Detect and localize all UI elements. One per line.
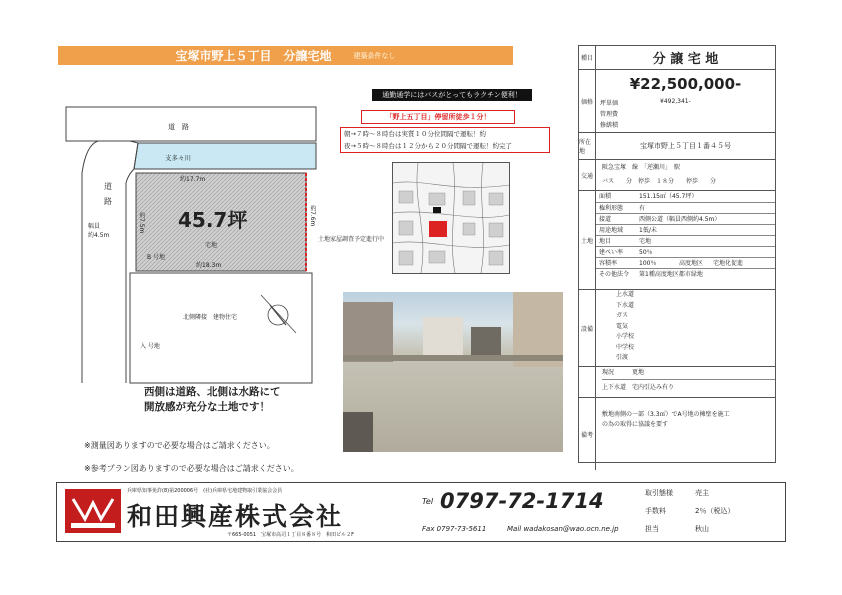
equip-water: 上水道 [616,291,635,298]
traffic-line-2: バス 分 停歩 １８分 停歩 分 [602,178,717,185]
note-survey: ※測量図ありますので必要な場合はご請求ください。 [84,441,275,450]
callout-line-2: 開放感が充分な土地です！ [144,401,270,413]
land-cat-label: 地目 [599,238,612,245]
rights-value: 有 [639,205,646,212]
other-reg-value: 第1種高度地区都市緑地 [639,271,703,278]
deal-value: 売主 [695,489,709,497]
waterway-label: 支多々川 [165,154,191,162]
tsubo-price-value: ¥492,341- [660,98,691,105]
tel-prefix: Tel [422,497,434,506]
dim-top: 約17.7m [180,176,206,183]
rights-label: 権利形態 [599,205,624,212]
traffic-line-1: 阪急宝塚 線 「逆瀬川」 駅 [602,164,681,171]
fax: Fax 0797-73-5611 [422,525,487,533]
callout [144,385,334,415]
schedule-line-2: 夜→５時～８時台は１２分から２０分間隔で運転！約完了 [344,142,512,150]
notice-schedule [340,127,550,153]
title-note: 建築条件なし [353,51,396,60]
remarks-line-1: 敷地南側の一部（3.3㎡）でA号地の擁壁を施工 [602,411,730,418]
traffic-label: 交通 [579,160,596,190]
status-label: 現況 [602,369,615,376]
remarks-line-2: の為の取得に協議を要す [602,421,669,428]
road-value: 西側公道（幅員西側約4.5m） [639,216,721,223]
area-value: 151.15㎡（45.7坪） [639,193,698,200]
other-reg-label: その他法令 [599,271,630,278]
road-label: 接道 [599,216,612,223]
equip-other: 引渡 [616,354,629,361]
cov-value: 50％ [639,249,653,256]
south-label: B 号地 [147,254,166,261]
zoning-value: 1低/未 [639,227,657,234]
equip-gas: ガス [616,312,629,319]
lot-label: 宅地 [205,242,218,249]
price-label: 価格 [579,70,596,132]
south-lot [130,273,312,383]
staff-label: 担当 [645,525,659,533]
map-graphic [393,163,509,273]
zoning-label: 用途地域 [599,227,624,234]
dim-bottom: 約18.3m [196,262,222,269]
area-map [392,162,510,274]
company-logo [65,489,121,533]
tel-number: 0797-72-1714 [440,489,604,513]
west-road-label-2: 路 [104,197,112,206]
remarks-label: 備考 [579,398,596,470]
area-tsubo: 45.7坪 [178,208,248,232]
fee-label: 手数料 [645,507,666,515]
north-road-label: 道 路 [168,123,189,131]
page-title: 宝塚市野上５丁目 分譲宅地 [175,49,332,63]
land-cat-value: 宅地 [639,238,652,245]
south-neighbor: 北側隣接 建物住宅 [183,314,238,321]
note-plan: ※参考プラン図ありますので必要な場合はご請求ください。 [84,464,299,473]
notice-stop: 「野上五丁目」停留所徒歩１分！ [361,110,515,124]
fee-value: 2％（税込） [695,507,735,515]
equip-elec: 電気 [616,322,629,330]
category-value: 分 譲 宅 地 [652,52,719,67]
equip-sewer: 下水道 [616,301,635,309]
other-label: 修繕積 [600,122,619,129]
tsubo-price-label: 坪単価 [600,100,619,107]
equip-jhs: 中学校 [616,343,635,351]
company-name: 和田興産株式会社 [127,502,344,531]
schedule-line-1: 朝→７時～８時台は実質１０分位間隔で運転！約 [344,130,486,138]
admin-label: 管理費 [600,111,619,118]
footer [56,482,786,542]
west-road-label-1: 道 [104,182,112,191]
photo-graphic [343,292,563,452]
deal-label: 取引態様 [645,489,673,497]
site-photo [343,292,563,452]
fence-label: 土地家屋調査予定進行中 [318,236,385,243]
equipment-label: 設備 [579,290,596,366]
category-label: 種目 [579,46,596,69]
info-table [578,45,776,463]
site-plan [56,105,331,385]
location-value: 宝塚市野上５丁目１番４５号 [640,142,731,150]
north-road [66,107,316,141]
dim-left: 約7.5m [138,212,145,234]
location-label: 所在地 [579,133,596,159]
land-label: 土地 [579,191,596,289]
entrance-label: 入 号地 [140,343,160,350]
waterway [134,143,316,169]
notice-bus: 通勤通学にはバスがとってもラクチン便利！ [372,89,532,101]
far-label: 容積率 [599,260,618,267]
far-value: 100％ [639,260,657,267]
callout-line-1: 西側は道路、北側は水路にて [144,386,281,398]
title-bar [58,46,513,65]
road-width-label: 幅員 約4.5m [88,223,110,239]
address: 〒665-0051 宝塚市高司１丁目８番８号 和田ビル２F [227,532,354,538]
dim-right: 約7.6m [309,205,316,227]
license: 兵庫県知事免許(8)第200006号 (社)兵庫県宅地建物取引業協会会員 [127,488,283,494]
height-label: 高度地区 [679,260,704,267]
area-label: 面積 [599,193,612,200]
equipment-note: 上下水道 宅内引込み有り [602,384,675,391]
equip-school: 小学校 [616,333,635,340]
price-value: ¥22,500,000- [629,75,742,93]
mail: Mail wadakosan@wao.ocn.ne.jp [507,525,619,533]
status-value: 更地 [632,369,645,376]
height-value: 宅地化促進 [713,260,744,267]
staff-value: 秋山 [695,525,709,533]
cov-label: 建ぺい率 [599,249,624,256]
